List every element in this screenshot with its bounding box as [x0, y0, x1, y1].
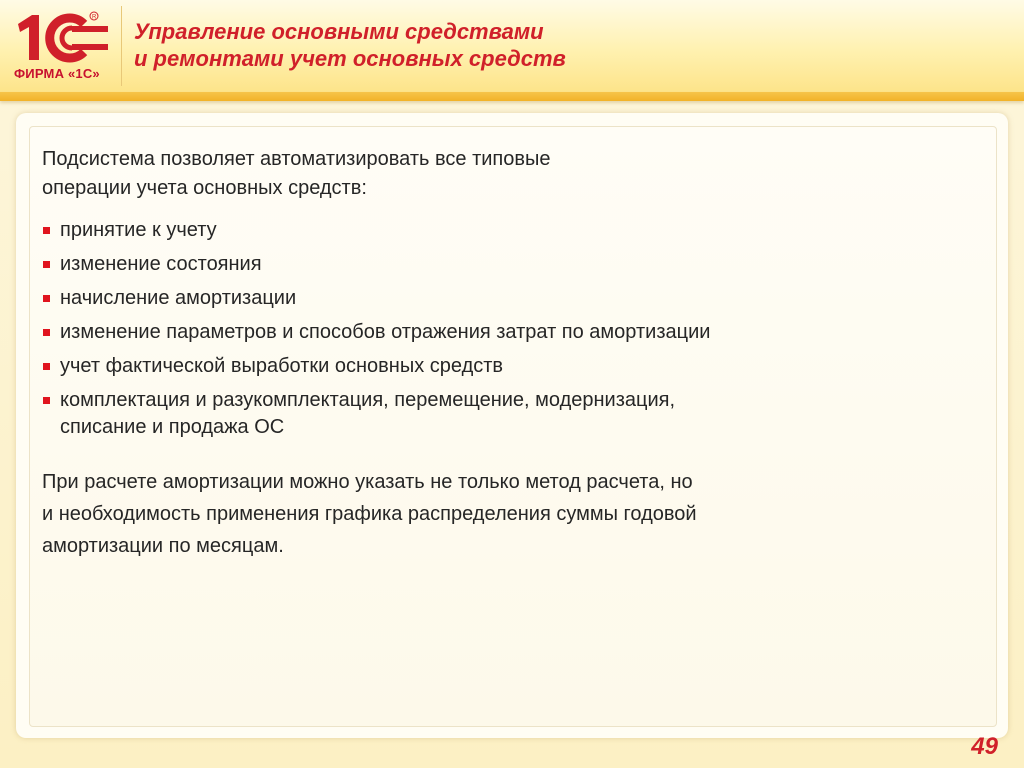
slide-body	[42, 145, 942, 562]
square-bullet-icon	[43, 227, 50, 234]
list-item-text: учет фактической выработки основных средств	[60, 355, 504, 377]
square-bullet-icon	[43, 295, 50, 302]
company-logo	[0, 0, 118, 92]
outro-line-1: При расчете амортизации можно указать не только метод расчета, но	[42, 471, 693, 493]
list-item	[42, 387, 942, 441]
slide-header	[0, 0, 1024, 92]
intro-line-2: операции учета основных средств:	[42, 177, 367, 199]
1c-logo-icon	[14, 10, 112, 66]
list-item-text: принятие к учету	[60, 219, 217, 241]
slide-title-line-2: и ремонтами учет основных средств	[134, 46, 566, 71]
list-item	[42, 319, 942, 346]
square-bullet-icon	[43, 363, 50, 370]
list-item-text: начисление амортизации	[60, 287, 297, 309]
svg-text:R: R	[92, 14, 97, 21]
slide-title-line-1: Управление основными средствами	[134, 19, 544, 44]
outro-line-3: амортизации по месяцам.	[42, 535, 284, 557]
square-bullet-icon	[43, 329, 50, 336]
list-item	[42, 285, 942, 312]
list-item-text: изменение параметров и способов отражения затрат по амортизации	[60, 321, 711, 343]
list-item	[42, 251, 942, 278]
list-item-text-continued: списание и продажа ОС	[60, 416, 285, 438]
operations-list	[42, 217, 942, 441]
square-bullet-icon	[43, 261, 50, 268]
list-item-text: изменение состояния	[60, 253, 262, 275]
intro-line-1: Подсистема позволяет автоматизировать все типовые	[42, 148, 551, 170]
header-divider	[121, 6, 122, 86]
list-item-text: комплектация и разукомплектация, перемещение, модернизация,	[60, 389, 676, 411]
outro-line-2: и необходимость применения графика распределения суммы годовой	[42, 503, 697, 525]
list-item	[42, 353, 942, 380]
slide-title	[134, 18, 566, 72]
header-stripe	[0, 92, 1024, 101]
list-item	[42, 217, 942, 244]
outro-paragraph	[42, 466, 942, 562]
page-number: 49	[971, 733, 998, 760]
square-bullet-icon	[43, 397, 50, 404]
intro-paragraph	[42, 145, 942, 203]
logo-caption: ФИРМА «1С»	[14, 66, 100, 81]
